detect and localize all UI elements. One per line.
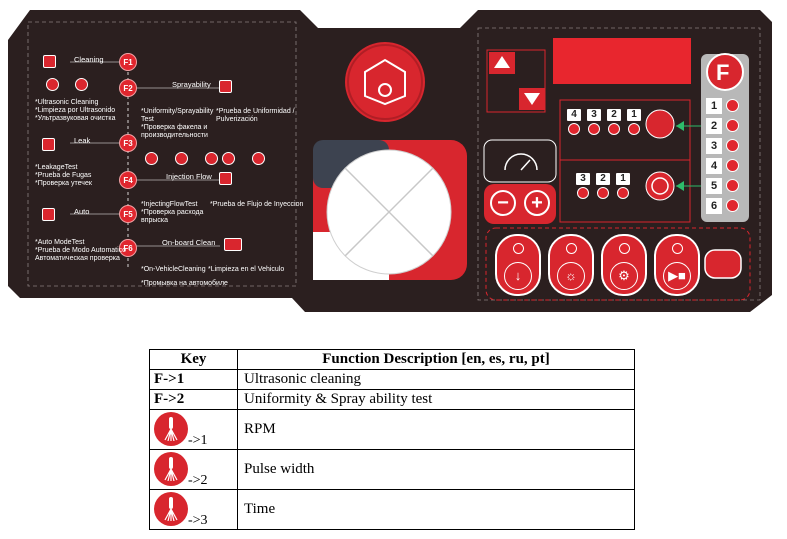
side-key-3[interactable]: 3 xyxy=(706,137,742,155)
function-key-f3[interactable]: F3 xyxy=(119,134,137,152)
injector-icon xyxy=(154,412,188,446)
sub-icon-3 xyxy=(205,152,218,165)
f3-caption: *LeakageTest *Prueba de Fugas *Проверка утечек xyxy=(35,164,92,187)
key-function-table xyxy=(149,349,635,530)
table-row xyxy=(150,490,635,530)
sub-icon-2 xyxy=(175,152,188,165)
function-key-f5[interactable]: F5 xyxy=(119,205,137,223)
plus-button[interactable]: + xyxy=(524,190,550,216)
settings-button[interactable] xyxy=(601,234,647,296)
f4-title: Injection Flow xyxy=(166,172,212,181)
top-digit-key-3[interactable]: 3 xyxy=(587,109,601,135)
table-row xyxy=(150,370,635,390)
f1-caption: *Ultrasonic Cleaning *Limpieza por Ultrasonido *Ультразвуковая очистка xyxy=(35,99,116,122)
function-key-f2[interactable]: F2 xyxy=(119,79,137,97)
injector-icon: ↓ xyxy=(504,262,532,290)
key-suffix: ->1 xyxy=(188,432,208,448)
bottom-digit-key-2[interactable]: 2 xyxy=(596,173,610,199)
light-bulb-icon: ☼ xyxy=(557,262,585,290)
f5-title: Auto xyxy=(74,207,90,216)
function-key-f6[interactable]: F6 xyxy=(119,239,137,257)
side-key-4[interactable]: 4 xyxy=(706,157,742,175)
key-cell xyxy=(150,410,238,450)
desc-cell: Uniformity & Spray ability test xyxy=(238,390,635,410)
sub-icon-4 xyxy=(222,152,235,165)
key-cell: F->2 xyxy=(150,390,238,410)
leak-icon xyxy=(42,138,55,151)
f4-caption-es: *Prueba de Flujo de Inyeccion xyxy=(210,201,304,208)
f3-title: Leak xyxy=(74,136,91,145)
gear-icon: ⚙ xyxy=(610,262,638,290)
desc-cell: Ultrasonic cleaning xyxy=(238,370,635,390)
side-key-6[interactable]: 6 xyxy=(706,197,742,215)
start-stop-button[interactable] xyxy=(654,234,700,296)
top-digit-key-4[interactable]: 4 xyxy=(567,109,581,135)
table-row xyxy=(150,410,635,450)
function-key-f4[interactable]: F4 xyxy=(119,171,137,189)
f6-caption-es: *Limpieza en el Vehiculo xyxy=(208,266,285,273)
auto-grid-icon xyxy=(42,208,55,221)
minus-button[interactable]: − xyxy=(490,190,516,216)
side-key-1[interactable]: 1 xyxy=(706,97,742,115)
light-button[interactable] xyxy=(548,234,594,296)
key-cell xyxy=(150,450,238,490)
desc-cell: Pulse width xyxy=(238,450,635,490)
side-key-2[interactable]: 2 xyxy=(706,117,742,135)
f1-title: Cleaning xyxy=(74,55,104,64)
injector-icon xyxy=(154,492,188,526)
desc-cell: Time xyxy=(238,490,635,530)
f-key-label[interactable]: F xyxy=(716,60,730,85)
f2-caption-es: *Prueba de Uniformidad / Pulverización xyxy=(216,108,295,123)
injector-flow-button[interactable] xyxy=(495,234,541,296)
bottom-digit-key-3[interactable]: 3 xyxy=(576,173,590,199)
f2-title: Sprayability xyxy=(172,80,211,89)
injector-icon xyxy=(154,452,188,486)
table-row xyxy=(150,390,635,410)
f4-caption: *InjectingFlowTest *Проверка расхода впрыска xyxy=(141,201,204,224)
side-key-5[interactable]: 5 xyxy=(706,177,742,195)
injector-icon xyxy=(219,172,232,185)
injector-icon xyxy=(219,80,232,93)
f2-caption: *Uniformity/Sprayability Test *Проверка факела и производительности xyxy=(141,108,214,139)
top-digit-key-2[interactable]: 2 xyxy=(607,109,621,135)
vehicle-clean-icon xyxy=(224,238,242,251)
f5-caption: *Auto ModeTest *Prueba de Modo Automatico Автоматическая проверка xyxy=(35,239,127,262)
sub-icon-5 xyxy=(252,152,265,165)
ultrasonic-icon xyxy=(43,55,56,68)
function-key-f1[interactable]: F1 xyxy=(119,53,137,71)
table-row xyxy=(150,450,635,490)
bottom-digit-key-1[interactable]: 1 xyxy=(616,173,630,199)
key-cell xyxy=(150,490,238,530)
header-function-description: Function Description [en, es, ru, pt] xyxy=(238,350,635,370)
sub-icon-1 xyxy=(145,152,158,165)
f6-title: On-board Clean xyxy=(162,238,216,247)
play-stop-icon: ▶■ xyxy=(663,262,691,290)
header-key: Key xyxy=(150,350,238,370)
key-suffix: ->3 xyxy=(188,512,208,528)
desc-cell: RPM xyxy=(238,410,635,450)
f6-caption: *On-VehicleCleaning *Промывка на автомобиле xyxy=(141,266,228,287)
top-digit-key-1[interactable]: 1 xyxy=(627,109,641,135)
ultrasonic-icon-3 xyxy=(75,78,88,91)
ultrasonic-icon-2 xyxy=(46,78,59,91)
key-suffix: ->2 xyxy=(188,472,208,488)
key-cell: F->1 xyxy=(150,370,238,390)
